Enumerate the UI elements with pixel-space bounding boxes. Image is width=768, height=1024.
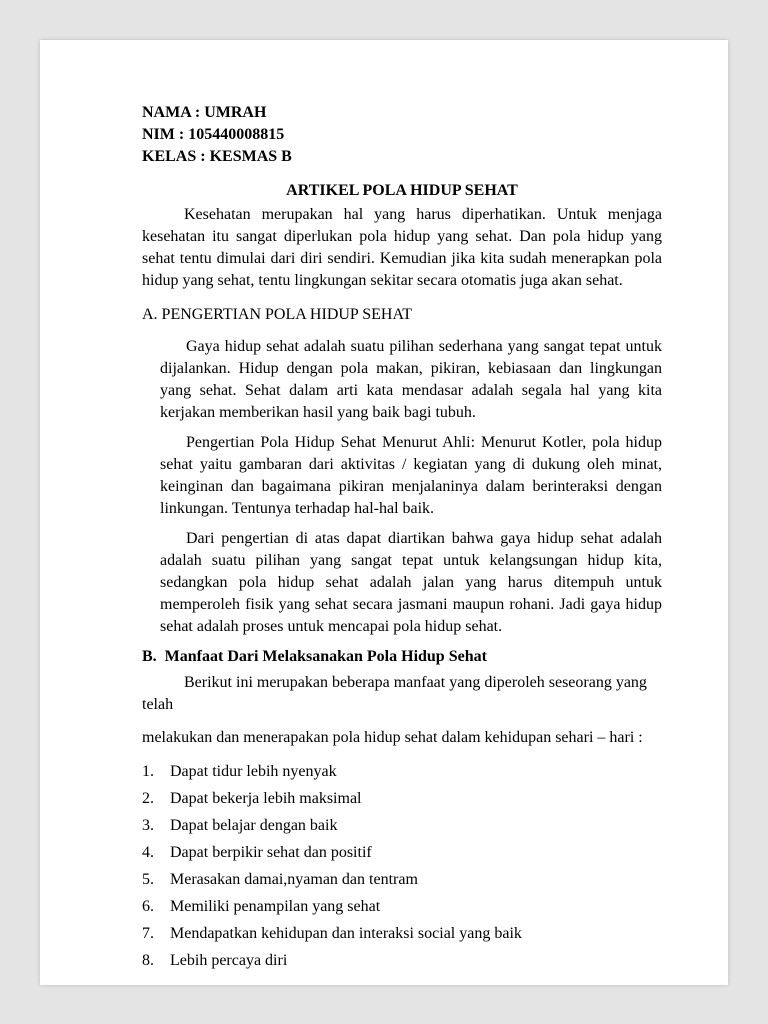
section-b-intro-line-2: melakukan dan menerapakan pola hidup sehat dalam kehidupan sehari – hari : <box>142 729 643 746</box>
section-a-paragraph-1: Gaya hidup sehat adalah suatu pilihan sederhana yang sangat tepat untuk dijalankan. Hidup dengan pola makan, pikiran, kebiasaan dan lingkungan yang sehat. Sehat dalam arti kata mendasar adalah segala hal yang kita kerjakan memberikan hasil yang baik bagi tubuh. <box>160 338 662 421</box>
list-item-text: Dapat belajar dengan baik <box>170 817 338 834</box>
list-item <box>142 950 662 972</box>
list-item-number: 2. <box>142 790 154 807</box>
section-a-heading: A. PENGERTIAN POLA HIDUP SEHAT <box>142 306 413 323</box>
list-item-number: 6. <box>142 898 154 915</box>
list-item-text: Dapat tidur lebih nyenyak <box>170 763 337 780</box>
article-title: ARTIKEL POLA HIDUP SEHAT <box>286 182 518 199</box>
list-item-number: 5. <box>142 871 154 888</box>
list-item-number: 7. <box>142 925 154 942</box>
section-b-intro-line-1: Berikut ini merupakan beberapa manfaat yang diperoleh seseorang yang telah <box>142 674 647 713</box>
list-item-text: Dapat berpikir sehat dan positif <box>170 844 372 861</box>
list-item <box>142 815 662 837</box>
list-item-text: Mendapatkan kehidupan dan interaksi social yang baik <box>170 925 522 942</box>
benefits-list <box>142 761 662 972</box>
header-line-nim: NIM : 105440008815 <box>142 126 285 143</box>
header-line-nama: NAMA : UMRAH <box>142 104 267 121</box>
list-item <box>142 842 662 864</box>
intro-paragraph: Kesehatan merupakan hal yang harus diperhatikan. Untuk menjaga kesehatan itu sangat diperlukan pola hidup yang sehat. Dan pola hidup yang sehat tentu dimulai dari diri sendiri. Kemudian jika kita sudah menerapkan pola hidup yang sehat, tentu lingkungan sekitar secara otomatis juga akan sehat. <box>142 206 662 289</box>
header-line-kelas: KELAS : KESMAS B <box>142 148 292 165</box>
document-header <box>142 102 662 168</box>
list-item-number: 4. <box>142 844 154 861</box>
list-item-text: Lebih percaya diri <box>170 952 288 969</box>
document-page <box>40 40 728 985</box>
section-a-paragraph-2: Pengertian Pola Hidup Sehat Menurut Ahli: Menurut Kotler, pola hidup sehat yaitu gambaran dari aktivitas / kegiatan yang di dukung oleh minat, keinginan dan bagaimana pikiran menjalaninya dalam berinteraksi dengan linkungan. Tentunya terhadap hal-hal baik. <box>160 434 662 517</box>
list-item <box>142 923 662 945</box>
section-a-paragraph-3: Dari pengertian di atas dapat diartikan bahwa gaya hidup sehat adalah adalah suatu pilihan yang sangat tepat untuk kelangsungan hidup kita, sedangkan pola hidup sehat adalah jalan yang harus ditempuh untuk memperoleh fisik yang sehat secara jasmani maupun rohani. Jadi gaya hidup sehat adalah proses untuk mencapai pola hidup sehat. <box>160 530 662 635</box>
list-item-text: Dapat bekerja lebih maksimal <box>170 790 362 807</box>
list-item <box>142 896 662 918</box>
list-item <box>142 761 662 783</box>
list-item-text: Merasakan damai,nyaman dan tentram <box>170 871 418 888</box>
list-item-number: 1. <box>142 763 154 780</box>
list-item-number: 8. <box>142 952 154 969</box>
section-b-heading: B. Manfaat Dari Melaksanakan Pola Hidup Sehat <box>142 648 487 665</box>
list-item <box>142 788 662 810</box>
list-item <box>142 869 662 891</box>
list-item-number: 3. <box>142 817 154 834</box>
list-item-text: Memiliki penampilan yang sehat <box>170 898 381 915</box>
